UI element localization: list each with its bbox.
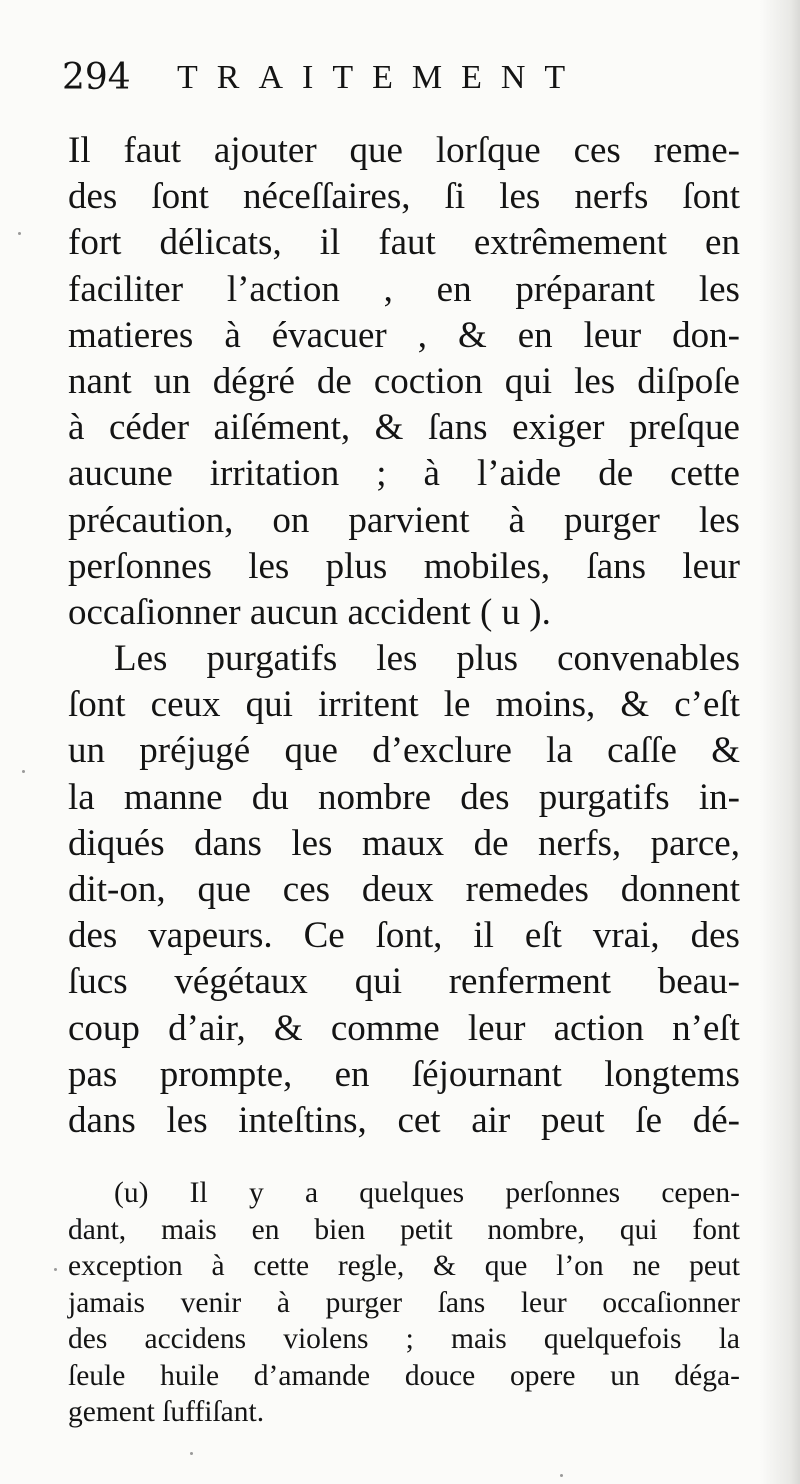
word: un: [153, 360, 191, 402]
word: en: [705, 222, 740, 264]
word: néceſſaires,: [243, 176, 411, 218]
text-line: [68, 313, 740, 359]
word: qui: [354, 961, 402, 1003]
word: renferment: [448, 961, 612, 1003]
word: évacuer: [271, 314, 387, 356]
word: ces: [282, 869, 331, 910]
word: ſe: [635, 1099, 663, 1141]
word: ſucs: [68, 961, 128, 1003]
word: les: [499, 176, 541, 218]
word: ſans: [427, 407, 488, 449]
word: fort: [68, 222, 122, 264]
word: y: [248, 1177, 264, 1209]
word: les: [166, 1099, 208, 1141]
word: de: [316, 360, 352, 402]
word: il: [473, 915, 494, 957]
word: inteſtins,: [238, 1099, 367, 1141]
word: (u): [114, 1177, 149, 1209]
word: deux: [361, 869, 434, 910]
word: gement: [68, 1396, 155, 1428]
word: peut: [689, 1250, 740, 1282]
text-line: [68, 867, 740, 913]
word: (: [479, 591, 493, 633]
text-line: [68, 1098, 740, 1144]
word: mobiles,: [423, 545, 551, 587]
word: à: [224, 314, 241, 356]
word: nombre,: [487, 1213, 585, 1246]
footnote-line: [68, 1321, 740, 1358]
word: faut: [123, 130, 182, 171]
word: en: [251, 1213, 280, 1246]
word: perſonnes: [68, 545, 212, 587]
word: à: [68, 407, 85, 449]
word: déga-: [674, 1359, 740, 1392]
text-line: [68, 728, 740, 774]
word: diſpoſe: [637, 360, 740, 402]
text-line: [68, 590, 740, 636]
word: les: [698, 499, 740, 541]
word: peut: [540, 1099, 605, 1141]
word: d’amande: [253, 1359, 371, 1392]
word: longtems: [604, 1053, 740, 1095]
word: plus: [325, 545, 388, 587]
word: ſans: [586, 545, 647, 587]
word: irritent: [317, 684, 419, 726]
text-line: [68, 913, 740, 959]
word: coup: [68, 1007, 140, 1049]
word: en: [517, 314, 553, 356]
word: de: [598, 453, 634, 495]
word: Il: [189, 1177, 208, 1209]
paper-speck: [560, 1474, 563, 1477]
word: il: [319, 222, 341, 264]
text-line: [68, 174, 740, 220]
word: ceux: [150, 684, 221, 726]
word: leur: [682, 545, 740, 587]
word: la: [68, 776, 95, 818]
word: cette: [670, 453, 740, 495]
text-line: [68, 498, 740, 544]
word: prompte,: [159, 1053, 293, 1095]
word: preſque: [629, 407, 740, 449]
word: convenables: [557, 638, 740, 680]
word: accidens: [144, 1323, 247, 1355]
text-line: [68, 220, 740, 266]
footnote-line: [68, 1394, 740, 1431]
word: reme-: [653, 130, 740, 171]
word: ne: [632, 1250, 661, 1282]
word: que: [197, 869, 251, 910]
word: n’eſt: [672, 1007, 740, 1049]
text-line: [68, 544, 740, 590]
word: nerfs,: [537, 822, 622, 864]
text-line: [68, 1006, 740, 1052]
word: dégré: [212, 360, 295, 402]
word: leur: [467, 1007, 526, 1049]
word: à: [423, 453, 440, 495]
word: remedes: [465, 869, 589, 910]
word: en: [334, 1053, 370, 1095]
word: que: [349, 130, 403, 171]
word: faciliter: [68, 268, 184, 310]
word: comme: [330, 1007, 440, 1049]
word: à: [508, 499, 525, 541]
word: en: [436, 268, 472, 310]
word: u: [501, 591, 521, 633]
text-line: [68, 128, 740, 174]
word: maux: [361, 822, 445, 864]
word: la: [546, 730, 573, 772]
word: c’eſt: [674, 684, 740, 726]
word: caſſe: [607, 730, 677, 772]
text-line: [68, 682, 740, 728]
word: irritation: [209, 453, 340, 495]
word: petit: [400, 1213, 453, 1246]
word: ſont: [151, 176, 209, 218]
word: ſont: [68, 684, 126, 726]
word: ſuffiſant.: [162, 1396, 265, 1428]
word: qui: [619, 1213, 658, 1246]
word: d’air,: [168, 1007, 246, 1049]
word: dé-: [692, 1099, 740, 1141]
word: exception: [68, 1250, 183, 1282]
word: purgatifs: [538, 776, 670, 818]
word: bien: [314, 1213, 366, 1246]
word: nombre: [317, 776, 432, 818]
word: leur: [520, 1286, 567, 1319]
text-line: [68, 405, 740, 451]
word: donnent: [620, 869, 740, 910]
footnote-line: [68, 1358, 740, 1395]
word: exiger: [512, 407, 605, 449]
text-line: [68, 359, 740, 405]
word: air: [471, 1099, 511, 1141]
word: à: [276, 1286, 290, 1319]
word: de: [473, 822, 509, 864]
word: les: [248, 545, 290, 587]
word: qui: [504, 360, 553, 402]
word: perſonnes: [505, 1177, 621, 1209]
word: venir: [180, 1286, 242, 1319]
word: pas: [68, 1053, 118, 1095]
word: in-: [698, 776, 740, 818]
word: eſt: [524, 915, 562, 957]
word: on: [272, 499, 310, 541]
word: Ce: [303, 915, 345, 957]
word: d’exclure: [372, 730, 512, 772]
word: les: [376, 638, 418, 680]
word: la: [718, 1323, 740, 1355]
text-line: [68, 451, 740, 497]
word: Il: [68, 130, 91, 171]
footnote-line: [68, 1285, 740, 1322]
word: &: [620, 684, 650, 726]
word: dant,: [68, 1213, 127, 1246]
word: &: [273, 1007, 303, 1049]
paper-speck: [190, 1452, 193, 1455]
footnote: [68, 1175, 740, 1431]
text-line: [68, 636, 740, 682]
word: action: [553, 1007, 644, 1049]
word: font: [692, 1213, 740, 1246]
word: a: [304, 1177, 319, 1209]
word: quelquefois: [543, 1323, 682, 1355]
word: à: [211, 1250, 225, 1282]
word: ſans: [437, 1286, 486, 1319]
word: faut: [378, 222, 436, 264]
word: les: [291, 822, 333, 864]
running-head: TRAITEMENT: [177, 59, 585, 96]
page-number: 294: [62, 57, 131, 98]
word: parvient: [348, 499, 470, 541]
word: mais: [161, 1213, 217, 1246]
word: ſi: [444, 176, 466, 218]
word: aucune: [68, 453, 173, 495]
word: purger: [563, 499, 660, 541]
main-text: [68, 128, 740, 1144]
word: huile: [160, 1359, 220, 1392]
word: précaution,: [68, 499, 234, 541]
word: dit-on,: [68, 869, 166, 910]
word: Les: [114, 638, 168, 680]
word: les: [574, 360, 616, 402]
word: le: [443, 684, 471, 726]
word: ajouter: [213, 130, 317, 171]
word: occaſionner: [602, 1286, 740, 1319]
paper-speck: [22, 770, 25, 773]
word: ).: [529, 591, 551, 633]
word: don-: [672, 314, 740, 356]
word: leur: [583, 314, 642, 356]
word: plus: [456, 638, 519, 680]
word: ſont,: [375, 915, 443, 957]
word: opere: [509, 1359, 576, 1392]
word: des: [68, 176, 118, 218]
word: du: [251, 776, 289, 818]
text-line: [68, 959, 740, 1005]
word: des: [460, 776, 510, 818]
word: regle,: [337, 1250, 405, 1282]
word: beau-: [657, 961, 740, 1003]
word: préjugé: [139, 730, 251, 772]
word: parce,: [650, 822, 740, 864]
word: matieres: [68, 314, 194, 356]
word: vrai,: [592, 915, 660, 957]
word: des: [690, 915, 740, 957]
word: céder: [108, 407, 190, 449]
word: vapeurs.: [148, 915, 273, 957]
word: moins,: [495, 684, 596, 726]
word: &: [457, 314, 487, 356]
word: violens: [283, 1323, 369, 1355]
word: &: [433, 1250, 456, 1282]
word: lorſque: [435, 130, 541, 171]
text-line: [68, 1052, 740, 1098]
paper-speck: [54, 1268, 57, 1271]
word: mais: [451, 1323, 507, 1355]
word: un: [68, 730, 105, 772]
word: ſont: [682, 176, 740, 218]
footnote-line: [68, 1175, 740, 1212]
word: douce: [404, 1359, 476, 1392]
footnote-line: [68, 1248, 740, 1285]
word: occaſionner: [68, 591, 241, 633]
word: dans: [68, 1099, 136, 1141]
word: manne: [123, 776, 223, 818]
footnote-line: [68, 1212, 740, 1249]
word: purger: [325, 1286, 403, 1319]
word: que: [284, 730, 338, 772]
text-line: [68, 267, 740, 313]
word: végétaux: [174, 961, 308, 1003]
word: extrêmement: [473, 222, 667, 264]
word: nant: [68, 360, 132, 402]
word: accident: [347, 591, 471, 633]
word: cet: [397, 1099, 441, 1141]
paper-speck: [18, 232, 21, 235]
word: des: [68, 915, 118, 957]
word: aiſément,: [213, 407, 351, 449]
word: ſéjournant: [411, 1053, 562, 1095]
word: ;: [405, 1323, 414, 1355]
word: dans: [194, 822, 262, 864]
word: purgatifs: [206, 638, 338, 680]
word: nerfs: [574, 176, 649, 218]
text-line: [68, 821, 740, 867]
word: ,: [417, 314, 427, 356]
word: les: [698, 268, 740, 310]
word: ,: [383, 268, 393, 310]
word: un: [610, 1359, 640, 1392]
word: quelques: [359, 1177, 465, 1209]
word: cette: [253, 1250, 310, 1282]
word: qui: [245, 684, 293, 726]
word: ;: [376, 453, 387, 495]
word: jamais: [68, 1286, 146, 1319]
text-line: [68, 775, 740, 821]
page-header: [62, 52, 762, 104]
word: &: [711, 730, 740, 772]
word: délicats,: [159, 222, 282, 264]
word: diqués: [68, 822, 165, 864]
word: l’action: [226, 268, 340, 310]
word: l’on: [556, 1250, 604, 1282]
word: coction: [373, 360, 483, 402]
word: des: [68, 1323, 108, 1355]
word: ces: [573, 130, 621, 171]
word: &: [374, 407, 404, 449]
word: que: [484, 1250, 528, 1282]
word: cepen-: [661, 1177, 740, 1209]
word: aucun: [249, 591, 339, 633]
word: l’aide: [476, 453, 562, 495]
word: préparant: [515, 268, 656, 310]
word: ſeule: [68, 1359, 126, 1392]
